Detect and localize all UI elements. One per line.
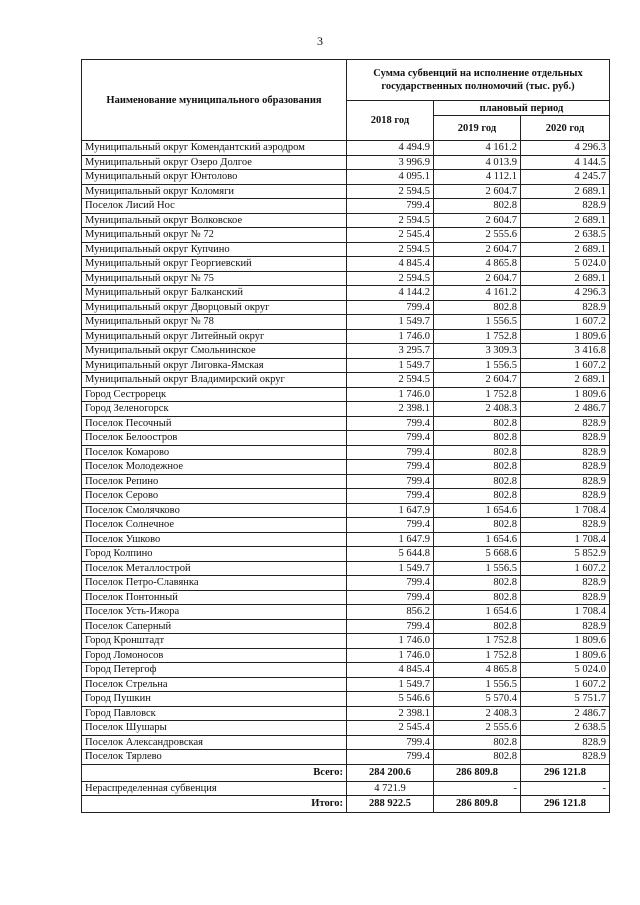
value-2018: 1 549.7 bbox=[347, 315, 434, 330]
municipality-name: Муниципальный округ Литейный округ bbox=[82, 329, 347, 344]
table-row bbox=[82, 518, 610, 533]
value-2019: 1 654.6 bbox=[434, 532, 521, 547]
column-header-planning-period: плановый период bbox=[434, 101, 610, 116]
value-2019: 4 161.2 bbox=[434, 141, 521, 156]
municipality-name: Поселок Александровская bbox=[82, 735, 347, 750]
municipality-name: Город Ломоносов bbox=[82, 648, 347, 663]
municipality-name: Муниципальный округ Комендантский аэродром bbox=[82, 141, 347, 156]
value-2018: 799.4 bbox=[347, 416, 434, 431]
table-row bbox=[82, 184, 610, 199]
value-2019: 1 752.8 bbox=[434, 634, 521, 649]
table-row bbox=[82, 257, 610, 272]
municipality-name: Поселок Серово bbox=[82, 489, 347, 504]
value-2020: 1 607.2 bbox=[521, 358, 610, 373]
table-row bbox=[82, 228, 610, 243]
table-row bbox=[82, 155, 610, 170]
municipality-name: Поселок Лисий Нос bbox=[82, 199, 347, 214]
value-2020: 828.9 bbox=[521, 750, 610, 765]
table-row bbox=[82, 300, 610, 315]
municipality-name: Муниципальный округ Владимирский округ bbox=[82, 373, 347, 388]
value-2020: 828.9 bbox=[521, 199, 610, 214]
municipality-name: Муниципальный округ Озеро Долгое bbox=[82, 155, 347, 170]
value-2019: 1 752.8 bbox=[434, 329, 521, 344]
value-2018: 856.2 bbox=[347, 605, 434, 620]
value-2018: 799.4 bbox=[347, 576, 434, 591]
value-2020: 1 607.2 bbox=[521, 677, 610, 692]
undistributed-2018: 4 721.9 bbox=[347, 781, 434, 796]
page-number: 3 bbox=[317, 34, 323, 48]
value-2020: 1 809.6 bbox=[521, 329, 610, 344]
grand-total-label: Итого: bbox=[82, 796, 347, 813]
column-header-2018: 2018 год bbox=[347, 101, 434, 141]
municipality-name: Муниципальный округ Коломяги bbox=[82, 184, 347, 199]
municipality-name: Муниципальный округ Балканский bbox=[82, 286, 347, 301]
municipality-name: Поселок Комарово bbox=[82, 445, 347, 460]
value-2019: 1 654.6 bbox=[434, 503, 521, 518]
municipality-name: Поселок Шушары bbox=[82, 721, 347, 736]
value-2020: 1 809.6 bbox=[521, 648, 610, 663]
table-row bbox=[82, 445, 610, 460]
table-row bbox=[82, 358, 610, 373]
table-row bbox=[82, 460, 610, 475]
municipality-name: Поселок Репино bbox=[82, 474, 347, 489]
value-2018: 3 295.7 bbox=[347, 344, 434, 359]
value-2019: 2 604.7 bbox=[434, 213, 521, 228]
value-2019: 1 556.5 bbox=[434, 561, 521, 576]
value-2020: 5 852.9 bbox=[521, 547, 610, 562]
value-2019: 1 752.8 bbox=[434, 648, 521, 663]
value-2019: 1 556.5 bbox=[434, 315, 521, 330]
table-row bbox=[82, 387, 610, 402]
value-2020: 5 024.0 bbox=[521, 257, 610, 272]
value-2018: 1 746.0 bbox=[347, 387, 434, 402]
value-2020: 5 024.0 bbox=[521, 663, 610, 678]
municipality-name: Город Сестрорецк bbox=[82, 387, 347, 402]
table-row bbox=[82, 547, 610, 562]
value-2019: 4 865.8 bbox=[434, 663, 521, 678]
value-2018: 2 594.5 bbox=[347, 271, 434, 286]
value-2018: 5 644.8 bbox=[347, 547, 434, 562]
value-2019: 4 013.9 bbox=[434, 155, 521, 170]
table-row bbox=[82, 431, 610, 446]
municipality-name: Поселок Белоостров bbox=[82, 431, 347, 446]
municipality-name: Муниципальный округ Дворцовый округ bbox=[82, 300, 347, 315]
grand-total-row bbox=[82, 796, 610, 813]
table-row bbox=[82, 619, 610, 634]
value-2019: 1 556.5 bbox=[434, 358, 521, 373]
municipality-name: Поселок Ушково bbox=[82, 532, 347, 547]
value-2020: 2 638.5 bbox=[521, 228, 610, 243]
value-2019: 802.8 bbox=[434, 489, 521, 504]
value-2019: 802.8 bbox=[434, 750, 521, 765]
value-2019: 1 654.6 bbox=[434, 605, 521, 620]
value-2018: 4 845.4 bbox=[347, 257, 434, 272]
table-row bbox=[82, 373, 610, 388]
total-row bbox=[82, 764, 610, 781]
municipality-name: Город Кронштадт bbox=[82, 634, 347, 649]
municipality-name: Поселок Петро-Славянка bbox=[82, 576, 347, 591]
table-row bbox=[82, 416, 610, 431]
value-2019: 4 161.2 bbox=[434, 286, 521, 301]
value-2020: 1 708.4 bbox=[521, 532, 610, 547]
table-row bbox=[82, 402, 610, 417]
table-row bbox=[82, 590, 610, 605]
value-2019: 802.8 bbox=[434, 460, 521, 475]
value-2019: 2 555.6 bbox=[434, 228, 521, 243]
value-2018: 799.4 bbox=[347, 300, 434, 315]
value-2020: 2 689.1 bbox=[521, 213, 610, 228]
value-2018: 2 545.4 bbox=[347, 721, 434, 736]
value-2018: 799.4 bbox=[347, 474, 434, 489]
value-2020: 2 486.7 bbox=[521, 706, 610, 721]
column-header-2020: 2020 год bbox=[521, 116, 610, 141]
value-2020: 2 486.7 bbox=[521, 402, 610, 417]
value-2018: 2 545.4 bbox=[347, 228, 434, 243]
value-2018: 2 594.5 bbox=[347, 373, 434, 388]
value-2020: 2 689.1 bbox=[521, 271, 610, 286]
value-2018: 799.4 bbox=[347, 445, 434, 460]
table-row bbox=[82, 286, 610, 301]
table-row bbox=[82, 344, 610, 359]
value-2019: 802.8 bbox=[434, 590, 521, 605]
municipality-name: Поселок Понтонный bbox=[82, 590, 347, 605]
value-2018: 799.4 bbox=[347, 590, 434, 605]
table-row bbox=[82, 634, 610, 649]
table-row bbox=[82, 663, 610, 678]
table-row bbox=[82, 170, 610, 185]
value-2020: 828.9 bbox=[521, 300, 610, 315]
value-2019: 2 604.7 bbox=[434, 373, 521, 388]
value-2018: 4 845.4 bbox=[347, 663, 434, 678]
municipality-name: Город Павловск bbox=[82, 706, 347, 721]
value-2020: 2 689.1 bbox=[521, 184, 610, 199]
value-2018: 799.4 bbox=[347, 750, 434, 765]
value-2019: 802.8 bbox=[434, 199, 521, 214]
table-row bbox=[82, 315, 610, 330]
value-2019: 802.8 bbox=[434, 735, 521, 750]
municipality-name: Город Зеленогорск bbox=[82, 402, 347, 417]
value-2020: 828.9 bbox=[521, 489, 610, 504]
value-2020: 4 245.7 bbox=[521, 170, 610, 185]
value-2020: 828.9 bbox=[521, 590, 610, 605]
municipality-name: Муниципальный округ № 72 bbox=[82, 228, 347, 243]
municipality-name: Муниципальный округ Волковское bbox=[82, 213, 347, 228]
table-row bbox=[82, 329, 610, 344]
value-2019: 802.8 bbox=[434, 431, 521, 446]
value-2018: 799.4 bbox=[347, 735, 434, 750]
value-2018: 799.4 bbox=[347, 619, 434, 634]
table-row bbox=[82, 532, 610, 547]
value-2019: 5 570.4 bbox=[434, 692, 521, 707]
value-2018: 2 594.5 bbox=[347, 184, 434, 199]
municipality-name: Муниципальный округ № 78 bbox=[82, 315, 347, 330]
total-2020: 296 121.8 bbox=[521, 764, 610, 781]
municipality-name: Город Петергоф bbox=[82, 663, 347, 678]
table-row bbox=[82, 213, 610, 228]
value-2018: 1 549.7 bbox=[347, 677, 434, 692]
column-header-sum: Сумма субвенций на исполнение отдельных государственных полномочий (тыс. руб.) bbox=[347, 60, 610, 101]
subsidy-table bbox=[81, 59, 610, 813]
municipality-name: Муниципальный округ Лиговка-Ямская bbox=[82, 358, 347, 373]
value-2019: 802.8 bbox=[434, 619, 521, 634]
undistributed-2019: - bbox=[434, 781, 521, 796]
value-2020: 5 751.7 bbox=[521, 692, 610, 707]
municipality-name: Поселок Усть-Ижора bbox=[82, 605, 347, 620]
municipality-name: Поселок Смолячково bbox=[82, 503, 347, 518]
value-2019: 4 112.1 bbox=[434, 170, 521, 185]
table-row bbox=[82, 561, 610, 576]
value-2018: 1 549.7 bbox=[347, 358, 434, 373]
grand-total-2018: 288 922.5 bbox=[347, 796, 434, 813]
grand-total-2020: 296 121.8 bbox=[521, 796, 610, 813]
total-label: Всего: bbox=[82, 764, 347, 781]
table-row bbox=[82, 503, 610, 518]
value-2018: 2 398.1 bbox=[347, 402, 434, 417]
total-2019: 286 809.8 bbox=[434, 764, 521, 781]
table-row bbox=[82, 199, 610, 214]
municipality-name: Город Пушкин bbox=[82, 692, 347, 707]
value-2020: 4 296.3 bbox=[521, 141, 610, 156]
grand-total-2019: 286 809.8 bbox=[434, 796, 521, 813]
value-2018: 2 594.5 bbox=[347, 213, 434, 228]
municipality-name: Поселок Песочный bbox=[82, 416, 347, 431]
municipality-name: Поселок Стрельна bbox=[82, 677, 347, 692]
table-row bbox=[82, 648, 610, 663]
value-2020: 828.9 bbox=[521, 576, 610, 591]
value-2019: 2 604.7 bbox=[434, 184, 521, 199]
value-2020: 2 689.1 bbox=[521, 373, 610, 388]
value-2018: 4 494.9 bbox=[347, 141, 434, 156]
table-row bbox=[82, 489, 610, 504]
value-2018: 799.4 bbox=[347, 460, 434, 475]
value-2019: 802.8 bbox=[434, 474, 521, 489]
undistributed-row bbox=[82, 781, 610, 796]
value-2019: 802.8 bbox=[434, 576, 521, 591]
value-2020: 1 607.2 bbox=[521, 315, 610, 330]
value-2020: 828.9 bbox=[521, 518, 610, 533]
value-2018: 4 095.1 bbox=[347, 170, 434, 185]
column-header-2019: 2019 год bbox=[434, 116, 521, 141]
value-2020: 1 607.2 bbox=[521, 561, 610, 576]
value-2018: 1 746.0 bbox=[347, 634, 434, 649]
table-row bbox=[82, 141, 610, 156]
value-2019: 1 752.8 bbox=[434, 387, 521, 402]
value-2019: 802.8 bbox=[434, 518, 521, 533]
table-row bbox=[82, 271, 610, 286]
value-2019: 802.8 bbox=[434, 416, 521, 431]
value-2020: 828.9 bbox=[521, 735, 610, 750]
table-row bbox=[82, 721, 610, 736]
municipality-name: Город Колпино bbox=[82, 547, 347, 562]
value-2018: 2 398.1 bbox=[347, 706, 434, 721]
municipality-name: Муниципальный округ Георгиевский bbox=[82, 257, 347, 272]
municipality-name: Муниципальный округ № 75 bbox=[82, 271, 347, 286]
table-row bbox=[82, 692, 610, 707]
value-2020: 1 809.6 bbox=[521, 634, 610, 649]
value-2019: 2 604.7 bbox=[434, 271, 521, 286]
value-2020: 828.9 bbox=[521, 416, 610, 431]
value-2018: 3 996.9 bbox=[347, 155, 434, 170]
value-2019: 5 668.6 bbox=[434, 547, 521, 562]
value-2020: 2 638.5 bbox=[521, 721, 610, 736]
municipality-name: Муниципальный округ Купчино bbox=[82, 242, 347, 257]
value-2020: 828.9 bbox=[521, 474, 610, 489]
table-row bbox=[82, 677, 610, 692]
municipality-name: Поселок Солнечное bbox=[82, 518, 347, 533]
municipality-name: Поселок Саперный bbox=[82, 619, 347, 634]
value-2019: 3 309.3 bbox=[434, 344, 521, 359]
value-2019: 2 408.3 bbox=[434, 402, 521, 417]
value-2018: 2 594.5 bbox=[347, 242, 434, 257]
value-2020: 1 809.6 bbox=[521, 387, 610, 402]
value-2020: 828.9 bbox=[521, 431, 610, 446]
table-row bbox=[82, 576, 610, 591]
municipality-name: Поселок Тярлево bbox=[82, 750, 347, 765]
table-body bbox=[82, 141, 610, 765]
municipality-name: Муниципальный округ Юнтолово bbox=[82, 170, 347, 185]
value-2020: 828.9 bbox=[521, 445, 610, 460]
table-row bbox=[82, 474, 610, 489]
value-2018: 1 647.9 bbox=[347, 532, 434, 547]
value-2020: 3 416.8 bbox=[521, 344, 610, 359]
undistributed-label: Нераспределенная субвенция bbox=[82, 781, 347, 796]
table-row bbox=[82, 750, 610, 765]
value-2018: 1 647.9 bbox=[347, 503, 434, 518]
value-2018: 799.4 bbox=[347, 431, 434, 446]
value-2018: 1 549.7 bbox=[347, 561, 434, 576]
column-header-name: Наименование муниципального образования bbox=[82, 60, 347, 141]
value-2020: 4 144.5 bbox=[521, 155, 610, 170]
table-row bbox=[82, 605, 610, 620]
undistributed-2020: - bbox=[521, 781, 610, 796]
table-row bbox=[82, 706, 610, 721]
value-2018: 4 144.2 bbox=[347, 286, 434, 301]
value-2019: 2 555.6 bbox=[434, 721, 521, 736]
value-2018: 1 746.0 bbox=[347, 648, 434, 663]
value-2020: 1 708.4 bbox=[521, 503, 610, 518]
table-row bbox=[82, 735, 610, 750]
municipality-name: Поселок Молодежное bbox=[82, 460, 347, 475]
value-2018: 5 546.6 bbox=[347, 692, 434, 707]
municipality-name: Поселок Металлострой bbox=[82, 561, 347, 576]
value-2018: 1 746.0 bbox=[347, 329, 434, 344]
value-2019: 2 604.7 bbox=[434, 242, 521, 257]
value-2020: 4 296.3 bbox=[521, 286, 610, 301]
value-2019: 2 408.3 bbox=[434, 706, 521, 721]
total-2018: 284 200.6 bbox=[347, 764, 434, 781]
value-2019: 1 556.5 bbox=[434, 677, 521, 692]
value-2019: 802.8 bbox=[434, 445, 521, 460]
value-2019: 802.8 bbox=[434, 300, 521, 315]
value-2018: 799.4 bbox=[347, 489, 434, 504]
value-2020: 828.9 bbox=[521, 460, 610, 475]
value-2018: 799.4 bbox=[347, 518, 434, 533]
value-2018: 799.4 bbox=[347, 199, 434, 214]
value-2020: 1 708.4 bbox=[521, 605, 610, 620]
value-2020: 2 689.1 bbox=[521, 242, 610, 257]
table-row bbox=[82, 242, 610, 257]
value-2019: 4 865.8 bbox=[434, 257, 521, 272]
value-2020: 828.9 bbox=[521, 619, 610, 634]
municipality-name: Муниципальный округ Смольнинское bbox=[82, 344, 347, 359]
